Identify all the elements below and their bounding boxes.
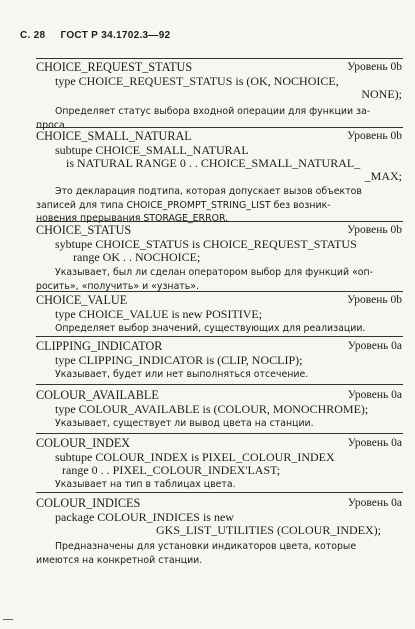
entry-level: Уровень 0a [347,340,402,352]
entry-description: Определяет выбор значений, существующих для реализации. [55,323,366,334]
divider [36,492,403,493]
entry-name: CHOICE_SMALL_NATURAL [36,129,192,143]
divider [36,221,403,222]
entry-colour-available [36,388,402,431]
divider [36,58,403,59]
entry-declaration: type CLIPPING_INDICATOR is (CLIP, NOCLIP); [55,353,303,367]
entry-level: Уровень 0a [347,437,402,449]
entry-level: Уровень 0a [347,497,402,509]
entry-choice-value [36,293,402,336]
entry-declaration: type CHOICE_REQUEST_STATUS is (OK, NOCHOICE, NONE); [55,74,402,101]
entry-name: CHOICE_STATUS [36,223,132,237]
entry-colour-index [36,436,402,492]
entry-name: CHOICE_REQUEST_STATUS [36,60,193,74]
entry-name: COLOUR_AVAILABLE [36,388,159,402]
entry-declaration: package COLOUR_INDICES is new GKS_LIST_UTILITIES (COLOUR_INDEX); [55,510,381,537]
page-header [20,30,182,41]
entry-name: COLOUR_INDEX [36,436,131,450]
divider [36,433,403,434]
entry-level: Уровень 0b [347,224,402,236]
entry-description: Указывает на тип в таблицах цвета. [55,479,236,490]
entry-name: CLIPPING_INDICATOR [36,339,163,353]
entry-description: Определяет статус выбора входной операции для функции за- проса. [36,106,371,131]
divider [36,291,403,292]
entry-choice-small-natural [36,129,402,226]
divider [36,384,403,385]
entry-declaration: sybtupe CHOICE_STATUS is CHOICE_REQUEST_STATUS range OK . . NOCHOICE; [55,237,357,264]
divider [36,127,403,128]
entry-description: Указывает, был ли сделан оператором выбор для функций «оп- росить», «получить» и «узнать». [36,267,374,292]
entry-description: Это декларация подтипа, которая допускает вызов объектов записей для типа CHOICE_PROMPT_STRING_LIST без возник- новения прерывания STORAGE_ERROR. [36,186,362,224]
divider [36,336,403,337]
entry-choice-status [36,223,402,293]
entry-name: CHOICE_VALUE [36,293,128,307]
entry-declaration: type CHOICE_VALUE is new POSITIVE; [55,307,263,321]
entry-description: Предназначены для установки индикаторов цвета, которые имеются на конкретной станции. [36,541,357,566]
entry-level: Уровень 0b [347,61,402,73]
entry-declaration: type COLOUR_AVAILABLE is (COLOUR, MONOCHROME); [55,402,369,416]
entry-level: Уровень 0b [347,130,402,142]
entry-level: Уровень 0a [347,389,402,401]
entry-level: Уровень 0b [347,294,402,306]
entry-clipping-indicator [36,339,402,382]
entry-choice-request-status [36,60,402,132]
standard-number: ГОСТ Р 34.1702.3—92 [60,30,171,41]
entry-declaration: subtupe CHOICE_SMALL_NATURAL is NATURAL RANGE 0 . . CHOICE_SMALL_NATURAL_ _MAX; [55,143,402,183]
entry-colour-indices [36,496,402,567]
entry-description: Указывает, существует ли вывод цвета на станции. [55,418,314,429]
page-number: С. 28 [20,30,46,41]
footer-rule [3,619,13,620]
entry-name: COLOUR_INDICES [36,496,141,510]
entry-declaration: subtupe COLOUR_INDEX is PIXEL_COLOUR_INDEX range 0 . . PIXEL_COLOUR_INDEX'LAST; [55,450,335,477]
entry-description: Указывает, будет или нет выполняться отсечение. [55,369,309,380]
